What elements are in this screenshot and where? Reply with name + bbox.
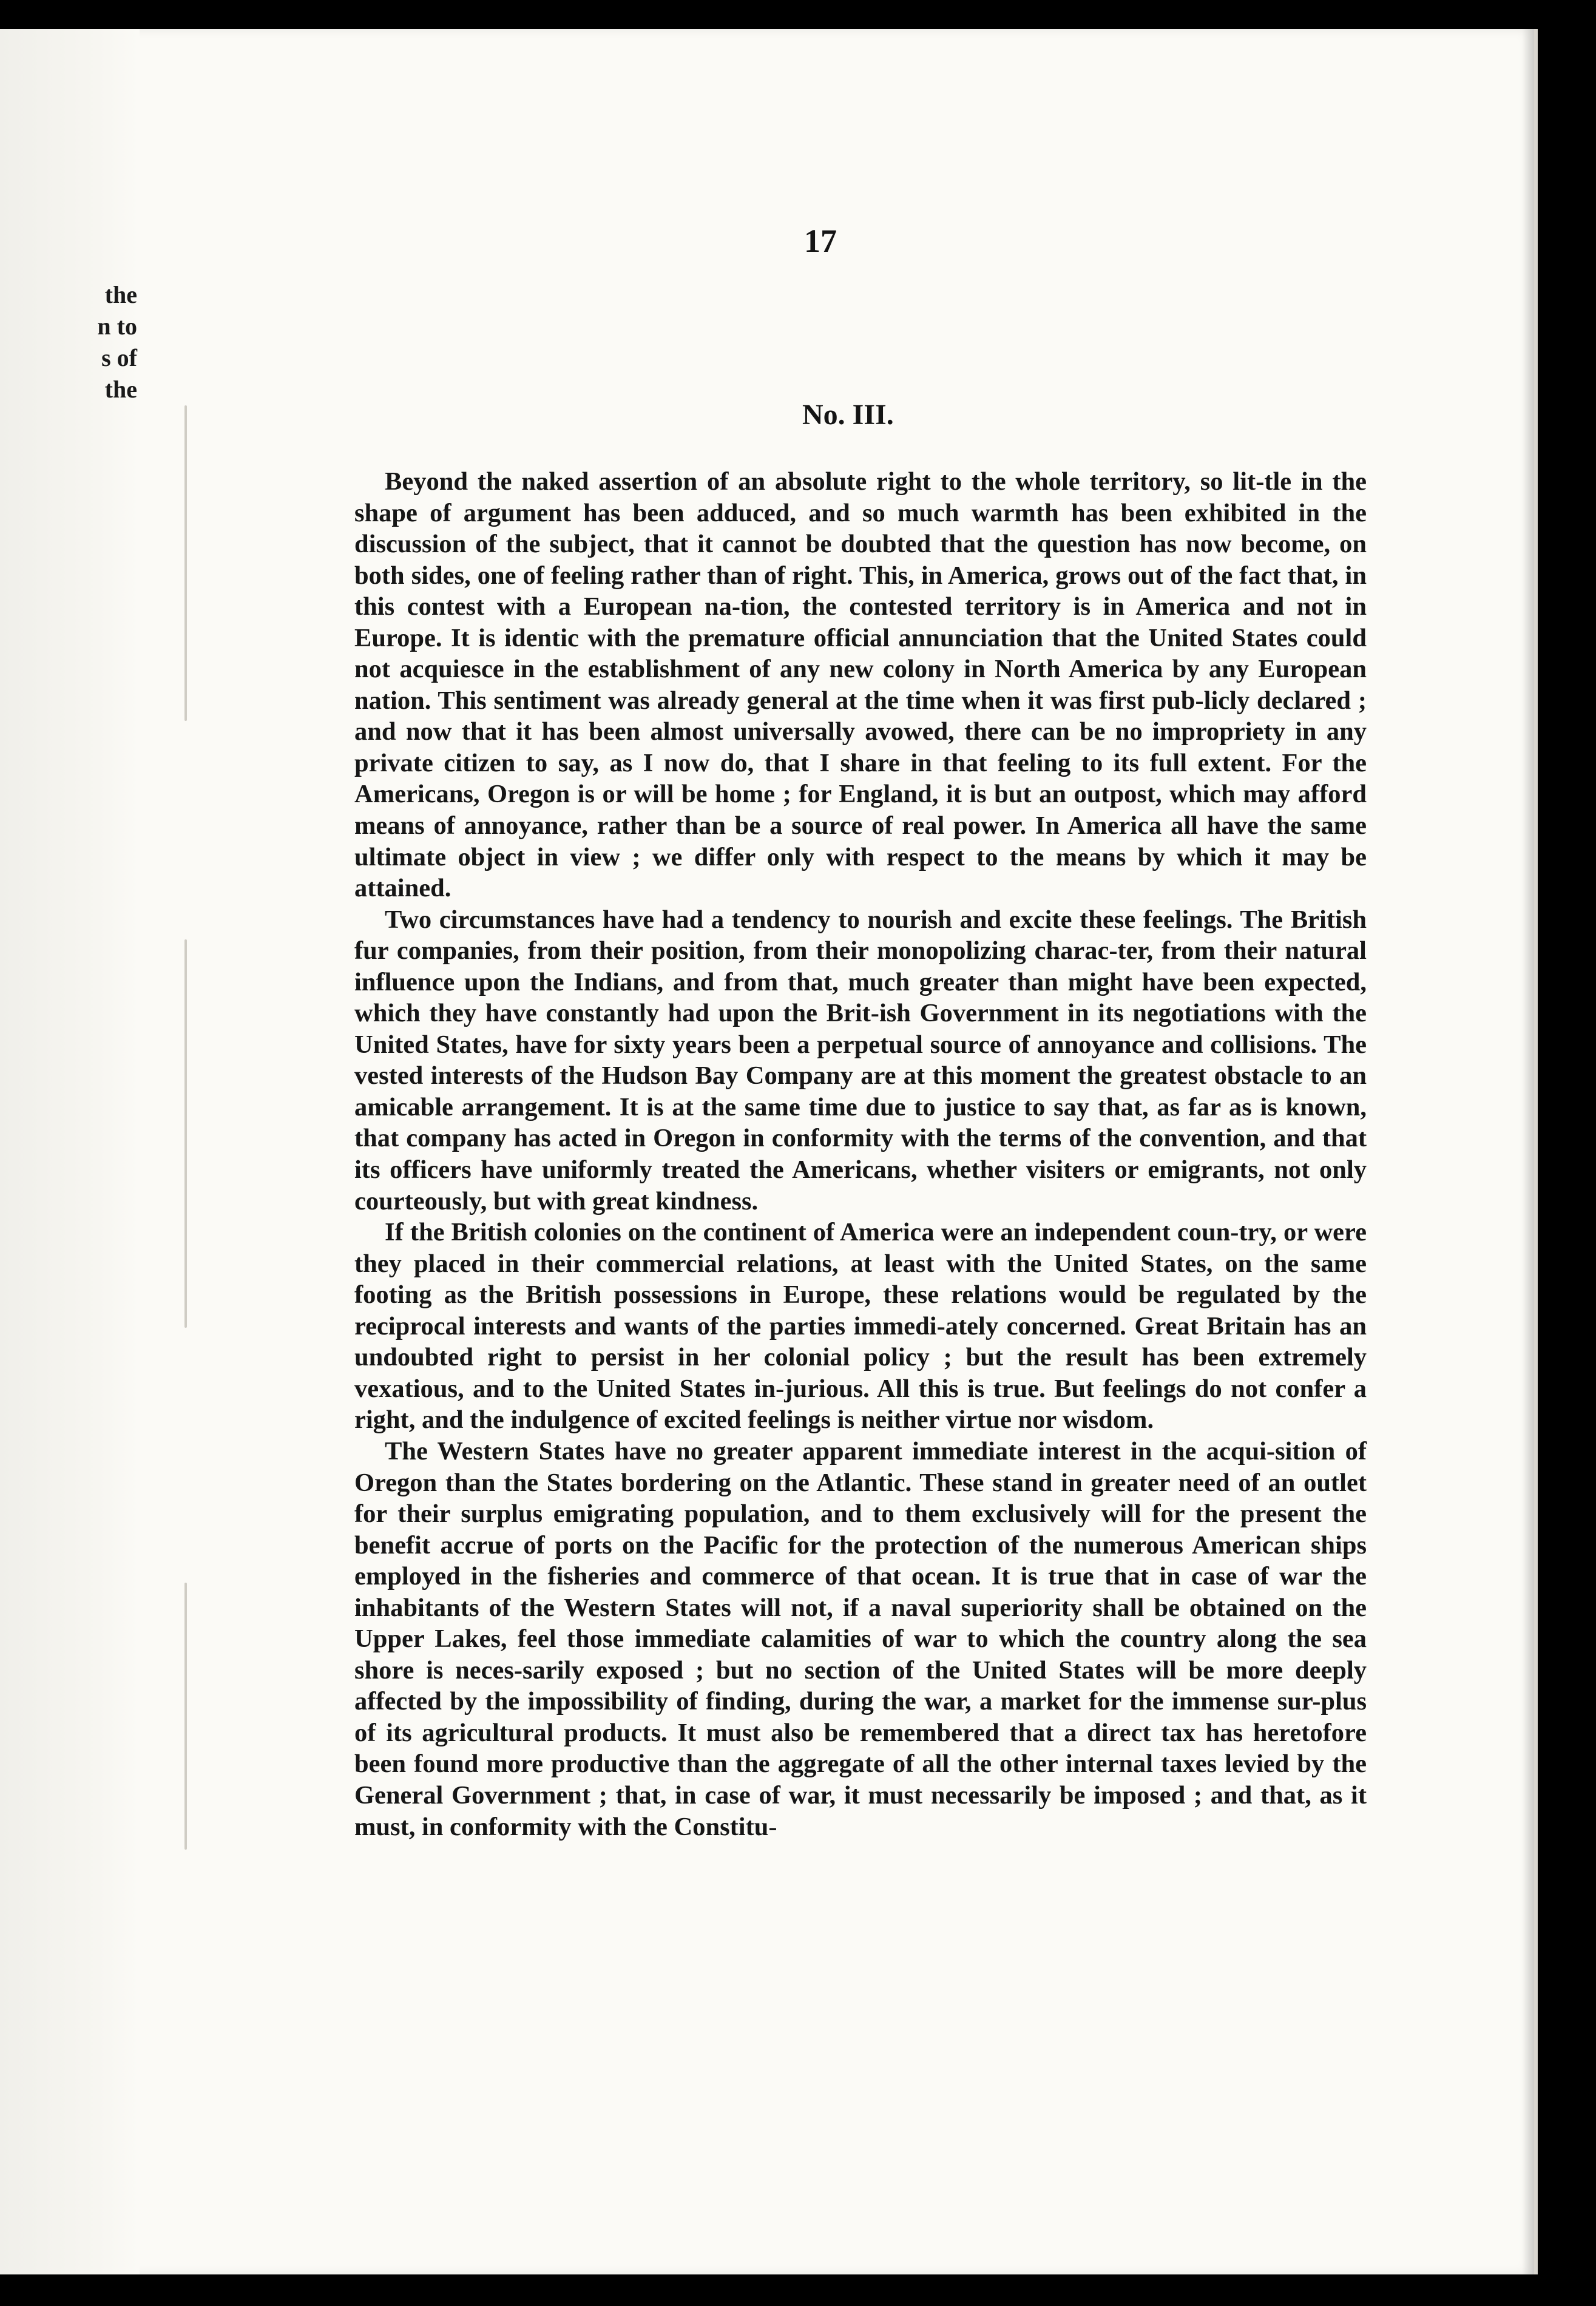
scanned-page (0, 29, 1538, 2274)
facing-page-word: s of (101, 344, 137, 371)
page-fold-line (184, 405, 187, 721)
paragraph: Beyond the naked assertion of an absolute right to the whole territory, so lit-tle in the shape of argument has been adduced, and so much warmth has been exhibited in the discussion of the subject, that it cannot be doubted that the question has now become, on both sides, one of feeling rather than of right. This, in America, grows out of the fact that, in this contest with a European na-tion, the contested territory is in America and not in Europe. It is identic with the premature official annunciation that the United States could not acquiesce in the establishment of any new colony in North America by any European nation. This sentiment was already general at the time when it was first pub-licly declared ; and now that it has been almost universally avowed, there can be no impropriety in any private citizen to say, as I now do, that I share in that feeling to its full extent. For the Americans, Oregon is or will be home ; for England, it is but an outpost, which may afford means of annoyance, rather than be a source of real power. In America all have the same ultimate object in view ; we differ only with respect to the means by which it may be attained. (354, 467, 1367, 903)
page-right-edge-shadow (1522, 29, 1534, 2274)
body-text (354, 466, 1367, 1842)
facing-page-word: the (104, 376, 137, 403)
section-heading: No. III. (802, 399, 894, 431)
page-number: 17 (804, 223, 837, 259)
paragraph: If the British colonies on the continent of America were an independent coun-try, or were they placed in their commercial relations, at least with the United States, on the same footing as the British possessions in Europe, these relations would be regulated by the reciprocal interests and wants of the parties immedi-ately concerned. Great Britain has an undoubted right to persist in her colonial policy ; but the result has been extremely vexatious, and to the United States in-jurious. All this is true. But feelings do not confer a right, and the indulgence of excited feelings is neither virtue nor wisdom. (354, 1218, 1367, 1435)
facing-page-word: n to (97, 313, 137, 340)
page-fold-line (184, 1583, 187, 1850)
paragraph: The Western States have no greater apparent immediate interest in the acqui-sition of Oregon than the States bordering on the Atlantic. These stand in greater need of an outlet for their surplus emigrating population, and to them exclusively will for the present the benefit accrue of ports on the Pacific for the protection of the numerous American ships employed in the fisheries and commerce of that ocean. It is true that in case of war the inhabitants of the Western States will not, if a naval superiority shall be obtained on the Upper Lakes, feel those immediate calamities of war to which the country along the sea shore is neces-sarily exposed ; but no section of the United States will be more deeply affected by the impossibility of finding, during the war, a market for the immense sur-plus of its agricultural products. It must also be remembered that a direct tax has heretofore been found more productive than the aggregate of all the other internal taxes levied by the General Government ; that, in case of war, it must necessarily be imposed ; and that, as it must, in conformity with the Constitu- (354, 1436, 1367, 1841)
page-fold-line (184, 939, 187, 1328)
facing-page-edge (0, 29, 140, 2274)
paragraph: Two circumstances have had a tendency to nourish and excite these feelings. The British fur companies, from their position, from their monopolizing charac-ter, from their natural influence upon the Indians, and from that, much greater than might have been expected, which they have constantly had upon the Brit-ish Government in its negotiations with the United States, have for sixty years been a perpetual source of annoyance and collisions. The vested interests of the Hudson Bay Company are at this moment the greatest obstacle to an amicable arrangement. It is at the same time due to justice to say that, as far as is known, that company has acted in Oregon in conformity with the terms of the convention, and that its officers have uniformly treated the Americans, whether visiters or emigrants, not only courteously, but with great kindness. (354, 905, 1367, 1216)
facing-page-word: the (104, 281, 137, 308)
